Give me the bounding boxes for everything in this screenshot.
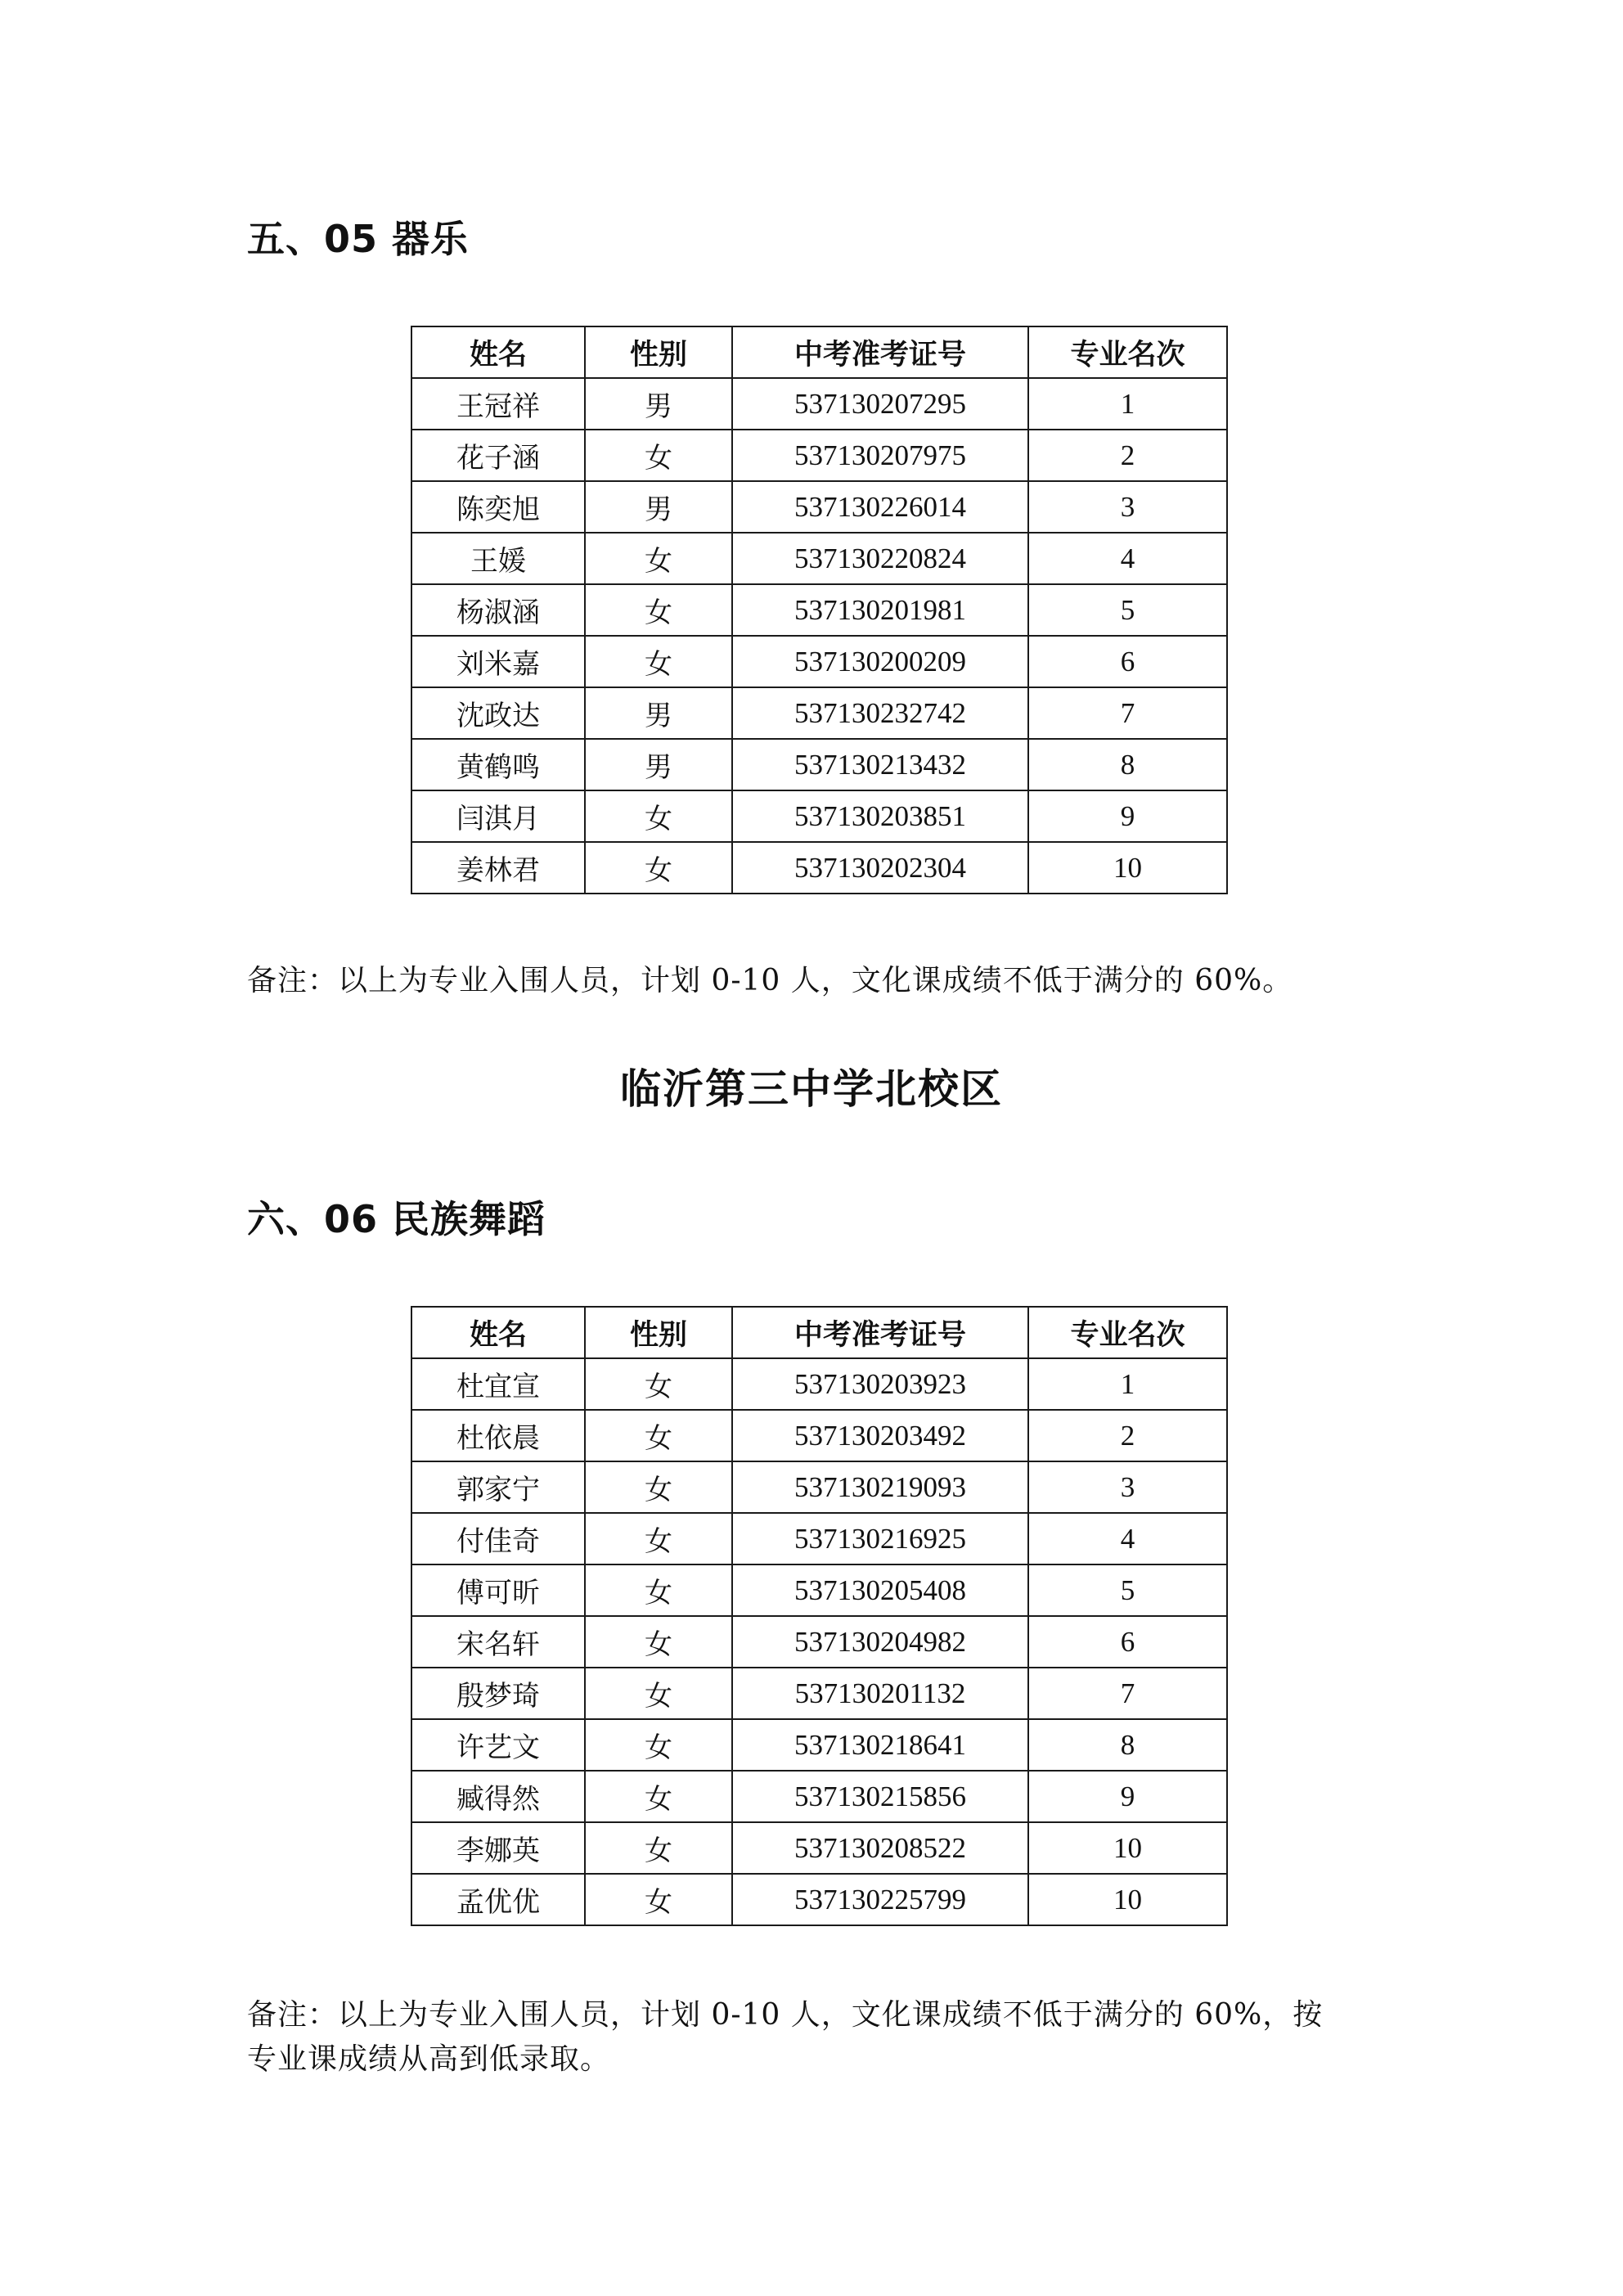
table-header-row <box>411 1307 1227 1358</box>
table-row <box>411 1771 1227 1822</box>
table-row <box>411 1461 1227 1513</box>
cell-rank: 4 <box>1028 533 1227 584</box>
section-5-heading: 五、05 器乐 <box>247 217 470 261</box>
cell-name: 花子涵 <box>411 430 585 481</box>
table-row <box>411 636 1227 687</box>
table-row <box>411 378 1227 430</box>
section-5-note: 备注：以上为专业入围人员，计划 0-10 人，文化课成绩不低于满分的 60%。 <box>247 964 1293 997</box>
table-row <box>411 1719 1227 1771</box>
header-name: 姓名 <box>411 326 585 378</box>
cell-gender: 女 <box>585 790 732 842</box>
cell-name: 许艺文 <box>411 1719 585 1771</box>
cell-gender: 女 <box>585 1358 732 1410</box>
header-rank: 专业名次 <box>1028 326 1227 378</box>
cell-name: 付佳奇 <box>411 1513 585 1564</box>
cell-name: 杜依晨 <box>411 1410 585 1461</box>
campus-title: 临沂第三中学北校区 <box>620 1065 1003 1113</box>
table-row <box>411 1822 1227 1874</box>
table-row <box>411 584 1227 636</box>
cell-rank: 1 <box>1028 378 1227 430</box>
header-gender: 性别 <box>585 326 732 378</box>
cell-name: 殷梦琦 <box>411 1668 585 1719</box>
cell-exam-id: 537130208522 <box>732 1822 1028 1874</box>
cell-gender: 女 <box>585 533 732 584</box>
cell-gender: 男 <box>585 481 732 533</box>
table-row <box>411 842 1227 894</box>
cell-exam-id: 537130202304 <box>732 842 1028 894</box>
cell-exam-id: 537130232742 <box>732 687 1028 739</box>
cell-exam-id: 537130220824 <box>732 533 1028 584</box>
cell-name: 刘米嘉 <box>411 636 585 687</box>
cell-exam-id: 537130200209 <box>732 636 1028 687</box>
section-5-table <box>411 326 1228 894</box>
cell-rank: 6 <box>1028 636 1227 687</box>
table-header-row <box>411 326 1227 378</box>
cell-rank: 7 <box>1028 687 1227 739</box>
header-exam-id: 中考准考证号 <box>732 1307 1028 1358</box>
cell-gender: 女 <box>585 842 732 894</box>
cell-name: 李娜英 <box>411 1822 585 1874</box>
cell-rank: 4 <box>1028 1513 1227 1564</box>
table-row <box>411 739 1227 790</box>
section-6-table <box>411 1306 1228 1926</box>
table-row <box>411 430 1227 481</box>
table-row <box>411 1358 1227 1410</box>
cell-rank: 9 <box>1028 790 1227 842</box>
cell-rank: 6 <box>1028 1616 1227 1668</box>
cell-name: 孟优优 <box>411 1874 585 1925</box>
cell-gender: 女 <box>585 636 732 687</box>
cell-exam-id: 537130225799 <box>732 1874 1028 1925</box>
header-rank: 专业名次 <box>1028 1307 1227 1358</box>
cell-name: 姜林君 <box>411 842 585 894</box>
note-line-1: 备注：以上为专业入围人员，计划 0-10 人，文化课成绩不低于满分的 60%，按 <box>247 1998 1324 2032</box>
cell-exam-id: 537130204982 <box>732 1616 1028 1668</box>
cell-name: 杨淑涵 <box>411 584 585 636</box>
cell-rank: 10 <box>1028 842 1227 894</box>
cell-rank: 8 <box>1028 1719 1227 1771</box>
cell-name: 黄鹤鸣 <box>411 739 585 790</box>
cell-gender: 女 <box>585 1410 732 1461</box>
section-6-heading: 六、06 民族舞蹈 <box>247 1197 546 1241</box>
cell-rank: 3 <box>1028 481 1227 533</box>
cell-name: 王冠祥 <box>411 378 585 430</box>
table-row <box>411 481 1227 533</box>
cell-name: 杜宜宣 <box>411 1358 585 1410</box>
cell-rank: 2 <box>1028 1410 1227 1461</box>
cell-gender: 女 <box>585 1719 732 1771</box>
cell-exam-id: 537130205408 <box>732 1564 1028 1616</box>
cell-exam-id: 537130203492 <box>732 1410 1028 1461</box>
cell-rank: 10 <box>1028 1874 1227 1925</box>
cell-gender: 男 <box>585 378 732 430</box>
cell-gender: 女 <box>585 1513 732 1564</box>
cell-gender: 女 <box>585 1668 732 1719</box>
cell-exam-id: 537130215856 <box>732 1771 1028 1822</box>
cell-exam-id: 537130203851 <box>732 790 1028 842</box>
table-row <box>411 1513 1227 1564</box>
cell-name: 闫淇月 <box>411 790 585 842</box>
header-exam-id: 中考准考证号 <box>732 326 1028 378</box>
cell-rank: 1 <box>1028 1358 1227 1410</box>
cell-gender: 女 <box>585 1564 732 1616</box>
cell-name: 宋名轩 <box>411 1616 585 1668</box>
cell-gender: 女 <box>585 1822 732 1874</box>
note-line-2: 专业课成绩从高到低录取。 <box>247 2042 611 2076</box>
table-row <box>411 790 1227 842</box>
cell-name: 郭家宁 <box>411 1461 585 1513</box>
cell-exam-id: 537130203923 <box>732 1358 1028 1410</box>
cell-exam-id: 537130213432 <box>732 739 1028 790</box>
section-6-note <box>247 1993 1392 2082</box>
cell-rank: 5 <box>1028 584 1227 636</box>
cell-rank: 9 <box>1028 1771 1227 1822</box>
table-row <box>411 1410 1227 1461</box>
cell-rank: 10 <box>1028 1822 1227 1874</box>
cell-rank: 2 <box>1028 430 1227 481</box>
cell-rank: 3 <box>1028 1461 1227 1513</box>
cell-rank: 7 <box>1028 1668 1227 1719</box>
table-row <box>411 1564 1227 1616</box>
table-row <box>411 1616 1227 1668</box>
cell-gender: 男 <box>585 687 732 739</box>
cell-exam-id: 537130201981 <box>732 584 1028 636</box>
header-name: 姓名 <box>411 1307 585 1358</box>
cell-exam-id: 537130201132 <box>732 1668 1028 1719</box>
header-gender: 性别 <box>585 1307 732 1358</box>
cell-exam-id: 537130216925 <box>732 1513 1028 1564</box>
cell-exam-id: 537130207295 <box>732 378 1028 430</box>
cell-gender: 男 <box>585 739 732 790</box>
cell-exam-id: 537130226014 <box>732 481 1028 533</box>
cell-exam-id: 537130218641 <box>732 1719 1028 1771</box>
cell-rank: 5 <box>1028 1564 1227 1616</box>
cell-name: 傅可昕 <box>411 1564 585 1616</box>
cell-gender: 女 <box>585 1771 732 1822</box>
cell-name: 王媛 <box>411 533 585 584</box>
cell-gender: 女 <box>585 1461 732 1513</box>
cell-exam-id: 537130207975 <box>732 430 1028 481</box>
cell-gender: 女 <box>585 1874 732 1925</box>
table-row <box>411 687 1227 739</box>
table-row <box>411 533 1227 584</box>
cell-gender: 女 <box>585 430 732 481</box>
cell-name: 臧得然 <box>411 1771 585 1822</box>
table-row <box>411 1668 1227 1719</box>
table-row <box>411 1874 1227 1925</box>
cell-gender: 女 <box>585 1616 732 1668</box>
cell-name: 沈政达 <box>411 687 585 739</box>
cell-gender: 女 <box>585 584 732 636</box>
cell-rank: 8 <box>1028 739 1227 790</box>
cell-exam-id: 537130219093 <box>732 1461 1028 1513</box>
cell-name: 陈奕旭 <box>411 481 585 533</box>
